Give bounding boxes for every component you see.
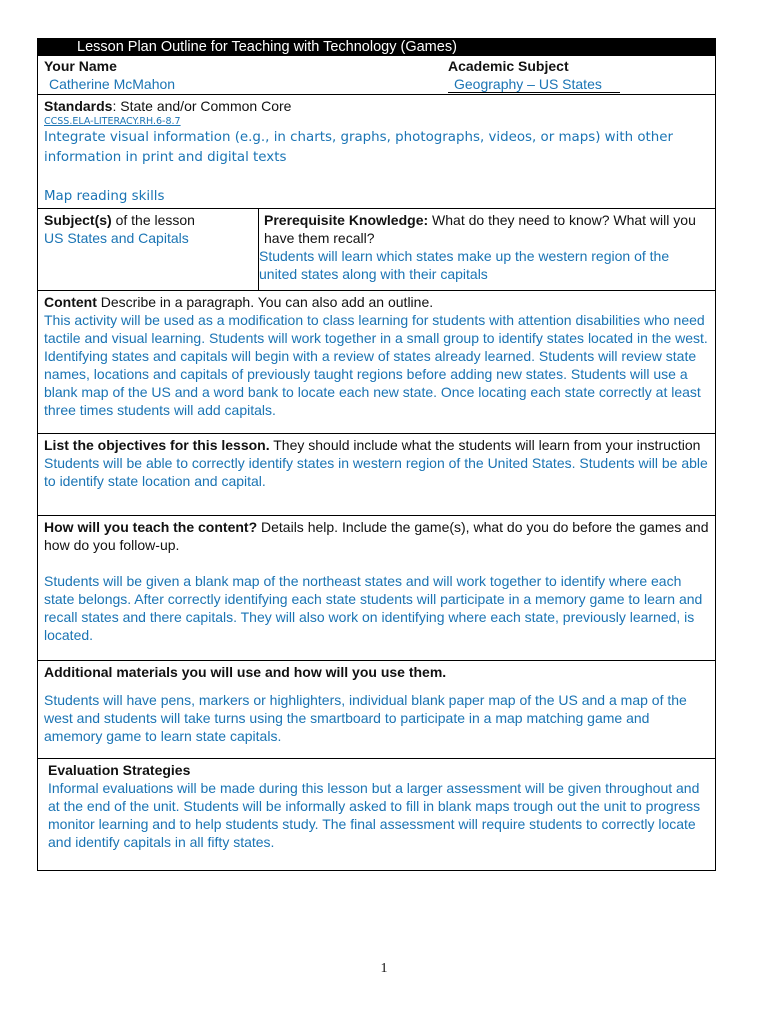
- prerequisite-cell: [259, 209, 715, 290]
- standards-label: Standards: [44, 98, 113, 114]
- subject-underline: [448, 92, 620, 93]
- academic-subject-value: Geography – US States: [454, 76, 602, 92]
- document-title: Lesson Plan Outline for Teaching with Technology (Games): [77, 39, 457, 55]
- subjects-value: US States and Capitals: [44, 230, 189, 246]
- objectives-label: List the objectives for this lesson.: [44, 437, 270, 453]
- objectives-prompt: They should include what the students will learn from your instruction: [269, 437, 701, 453]
- materials-text: Students will have pens, markers or highlighters, individual blank paper map of the US and a map of the west and students will take turns using the smartboard to participate in a map matching game and amemory game to learn state capitals.: [44, 692, 687, 744]
- your-name-label: Your Name: [44, 58, 117, 74]
- subjects-cell: [38, 209, 259, 290]
- content-text: This activity will be used as a modification to class learning for students with attention disabilities who need tactile and visual learning. Students will work together in a small group to identify states located in the west. Identifying states and capitals will begin with a review of states already learned. Students will review state names, locations and capitals of previously taught regions before adding new states. Students will use a blank map of the US and a word bank to locate each new state. Once locating each state correctly at least three times students will add capitals.: [44, 312, 708, 418]
- prerequisite-prompt: What do they need to know? What will you have them recall?: [264, 212, 696, 246]
- evaluation-label: Evaluation Strategies: [48, 762, 191, 778]
- standard-line-1: Integrate visual information (e.g., in charts, graphs, photographs, videos, or maps) with other: [44, 130, 674, 145]
- teaching-text: Students will be given a blank map of the northeast states and will work together to identify where each state belongs. After correctly identifying each state students will participate in a memory game to learn and recall states and there capitals. They will also work on identifying where each state, previously learned, is located.: [44, 573, 703, 643]
- teaching-label: How will you teach the content?: [44, 519, 258, 535]
- content-section: [37, 291, 716, 434]
- standard-description: [44, 128, 709, 207]
- evaluation-text: Informal evaluations will be made during this lesson but a larger assessment will be given throughout and at the end of the unit. Students will be informally asked to fill in blank maps trough out the unit to progress monitor learning and to help students study. The final assessment will require students to correctly locate and identify capitals in all fifty states.: [48, 780, 701, 850]
- subjects-prompt: of the lesson: [111, 212, 195, 228]
- standards-prompt: : State and/or Common Core: [112, 98, 292, 114]
- evaluation-section: [37, 759, 716, 871]
- teaching-section: [37, 516, 716, 661]
- standard-code-link[interactable]: CCSS.ELA-LITERACY.RH.6-8.7: [44, 116, 181, 127]
- page-number: 1: [380, 961, 388, 976]
- header-row: [37, 56, 716, 94]
- materials-section: [37, 661, 716, 759]
- teaching-prompt: Details help. Include the game(s), what do you do before the games and how do you follow-up.: [44, 519, 709, 553]
- content-prompt: Describe in a paragraph. You can also add an outline.: [96, 294, 434, 310]
- lesson-plan-document: [37, 38, 716, 871]
- standards-section: [37, 94, 716, 209]
- content-label: Content: [44, 294, 97, 310]
- objectives-text: Students will be able to correctly identify states in western region of the United States. Students will be able to identify state location and capital.: [44, 455, 708, 489]
- objectives-section: [37, 434, 716, 516]
- materials-label: Additional materials you will use and how will you use them.: [44, 664, 447, 680]
- document-title-banner: [37, 38, 716, 56]
- standard-line-2: information in print and digital texts: [44, 150, 287, 165]
- subjects-prerequisite-row: [37, 209, 716, 291]
- your-name-value: Catherine McMahon: [49, 76, 176, 92]
- academic-subject-label: Academic Subject: [448, 58, 569, 74]
- subjects-label: Subject(s): [44, 212, 112, 228]
- standard-map-reading: Map reading skills: [44, 189, 165, 204]
- prerequisite-label: Prerequisite Knowledge:: [264, 212, 429, 228]
- prerequisite-answer: Students will learn which states make up the western region of the united states along with their capitals: [259, 248, 670, 282]
